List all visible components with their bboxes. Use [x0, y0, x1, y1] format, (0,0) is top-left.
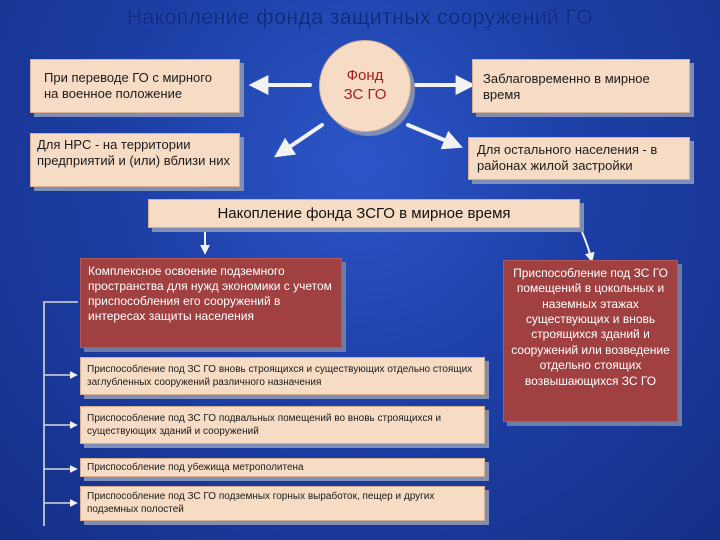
arrow-to-mid-left	[282, 125, 322, 152]
top-left-box: При переводе ГО с мирного на военное положение	[30, 59, 240, 113]
mid-right-box: Для остального населения - в районах жилой застройки	[468, 137, 690, 180]
page-title: Накопление фонда защитных сооружений ГО	[126, 6, 594, 29]
center-line-2: ЗС ГО	[343, 86, 387, 103]
red-left-box: Комплексное освоение подземного пространства для нужд экономики с учетом приспособления его сооружений в интересах защиты населения	[80, 258, 342, 348]
center-circle	[319, 40, 411, 132]
item-box-2: Приспособление под ЗС ГО подвальных помещений во вновь строящихся и существующих зданий и сооружений	[80, 406, 485, 444]
arrow-banner-to-red-right	[582, 232, 591, 258]
banner: Накопление фонда ЗСГО в мирное время	[148, 199, 580, 228]
red-right-box: Приспособление под ЗС ГО помещений в цокольных и наземных этажах существующих и вновь строящихся зданий и сооружений или возведение отдельно стоящих возвышающихся ЗС ГО	[503, 260, 678, 422]
mid-left-box: Для НРС - на территории предприятий и (или) вблизи них	[30, 133, 240, 187]
item-box-1: Приспособление под ЗС ГО вновь строящихся и существующих отдельно стоящих заглубленных сооружений различного назначения	[80, 357, 485, 395]
item-box-4: Приспособление под ЗС ГО подземных горных выработок, пещер и других подземных полостей	[80, 486, 485, 521]
arrow-to-mid-right	[408, 125, 454, 144]
top-right-box: Заблаговременно в мирное время	[472, 59, 690, 113]
branch-connector	[44, 302, 78, 526]
item-box-3: Приспособление под убежища метрополитена	[80, 458, 485, 477]
center-line-1: Фонд	[346, 67, 384, 85]
